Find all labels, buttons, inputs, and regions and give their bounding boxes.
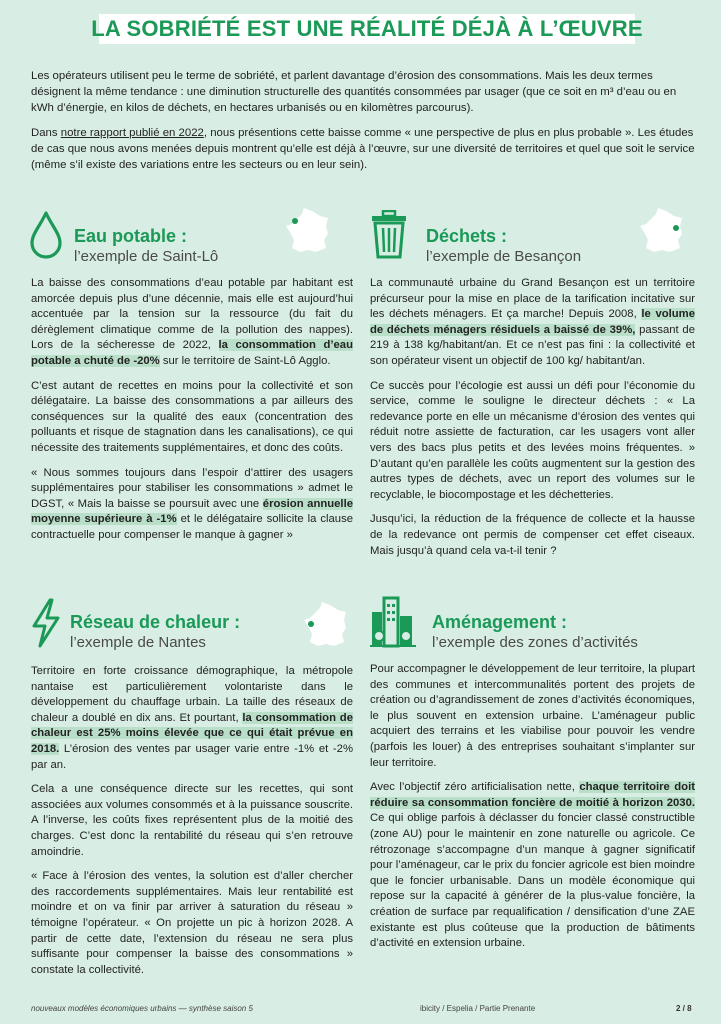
intro [31,68,695,182]
section-subtitle-chaleur: l’exemple de Nantes [70,634,206,651]
column-amenagement [370,662,695,961]
dechets-paragraph-3: Jusqu’ici, la réduction de la fréquence de collecte et la hausse de la redevance ont permis de compenser cet effet ciseaux. Mais jusqu’à quand cela va-t-il tenir ? [370,513,695,557]
eau-p1-text: La baisse des consommations d’eau potable par habitant est amorcée depuis plus d’une décennie, mais elle est aujourd’hui accentuée par la tension sur la ressource (du fait du dérèglement climatique comme de la pollution des nappes). Lors de la sécheresse de 2022, [31,277,353,352]
column-chaleur [31,664,353,987]
eau-p1-text-end: sur le territoire de Saint-Lô Agglo. [159,354,331,367]
section-title-eau: Eau potable : [74,226,188,246]
section-subtitle-amenagement: l’exemple des zones d’activités [432,634,638,651]
column-eau [31,276,353,553]
eau-paragraph-1 [31,276,353,370]
page-title: LA SOBRIÉTÉ EST UNE RÉALITÉ DÉJÀ À L’ŒUVRE [91,16,643,41]
intro-p2-text: Dans [31,127,61,139]
intro-paragraph-2 [31,125,695,173]
footer-authors: ibicity / Espelia / Partie Prenante [420,1004,536,1013]
section-subtitle-dechets: l’exemple de Besançon [426,248,582,265]
title-band [91,14,643,44]
eau-p3-text-end: et le délégataire sollicite la clause contractuelle pour compenser le manque à gagner » [31,513,353,541]
section-subtitle-eau: l’exemple de Saint-Lô [74,248,219,265]
chaleur-paragraph-2: Cela a une conséquence directe sur les recettes, qui sont associées aux volumes consommés et à la puissance souscrite. A l’inverse, les coûts fixes représentent plus de la moitié des charges. C’est donc la rentabilité du réseau qui s’en retrouve amoindrie. [31,783,353,858]
eau-highlight-1: la consommation d’eau potable a chuté de -20% [31,339,353,367]
chaleur-highlight-1: la consommation de chaleur est 25% moins élevée que ce qui était prévue en 2018. [31,711,353,755]
section-title-dechets: Déchets : [426,226,508,246]
trash-bin-icon [370,210,408,265]
eau-paragraph-3 [31,466,353,544]
section-title-chaleur: Réseau de chaleur : [70,612,241,632]
amenagement-paragraph-1: Pour accompagner le développement de leur territoire, la plupart des communes et intercommunalités portent des projets de création ou d’agrandissement de zones d’activités économiques, le plus souvent en extension urbaine. L’aménageur public acquiert des terrains et les viabilise pour pouvoir les vendre (parfois les louer) à des entreprises souhaitant s’implanter sur leur territoire. [370,663,695,769]
footer-series-title: nouveaux modèles économiques urbains — synthèse saison 5 [31,1004,253,1013]
lightning-icon [28,598,64,653]
water-drop-icon [28,210,64,265]
dechets-paragraph-1 [370,276,695,370]
chaleur-paragraph-3: « Face à l’érosion des ventes, la solution est d’aller chercher des raccordements supplémentaires. Mais leur rentabilité est moindre et on va finir par arriver à saturation du réseau » témoigne l’opérateur. « On projette un pic à horizon 2028. A partir de cette date, l’extension du réseau ne sera plus suffisante pour compenser la baisse des consommations » constate la collectivité. [31,870,353,976]
dechets-highlight-1: le volume de déchets ménagers résiduels a baissé de 39%, [370,308,695,336]
eau-p3-text: « Nous sommes toujours dans l’espoir d’attirer des usagers supplémentaires pour stabiliser les consommations » admet le DGST, « Mais la baisse se poursuit avec une [31,466,353,510]
dechets-paragraph-2: Ce succès pour l’écologie est aussi un défi pour l’économie du service, comme le souligne le directeur déchets : « La redevance porte en elle un mécanisme d’érosion des ventes qui réduit notre assiette de facturation, car les usagers vont aller vers des bacs plus petits et des levées moins fréquentes. » D’autant qu’en parallèle les coûts augmentent sur la gestion des autres types de déchets, avec un report des volumes sur le recyclable, le biocompostage et les déchetteries. [370,379,695,501]
france-map-icon [300,600,352,655]
dechets-p1-text-end: passant de 219 à 138 kg/habitant/an. Et ce n’est pas fini : la collectivité et son opérateur visent un objectif de 100 kg/ habitant/an. [370,323,695,367]
amenagement-paragraph-2 [370,780,695,952]
section-title-amenagement: Aménagement : [432,612,568,632]
amenagement-p2-text: Avec l’objectif zéro artificialisation nette, [370,781,580,794]
eau-highlight-2: érosion annuelle moyenne supérieure à -1% [31,497,353,526]
report-link[interactable]: notre rapport publié en 2022 [60,127,204,139]
amenagement-p2-text-end: Ce qui oblige parfois à déclasser du foncier classé constructible (zone AU) pour le maintenir en zone naturelle ou agricole. Ce rétrozonage s’accompagne d’un manque à gagner significatif pour l’aménageur, car le prix du foncier agricole est bien moindre que le foncier urbanisable. Dans un modèle économique qui repose sur la capacité à générer de la plus-value foncière, la création de surface par requalification / densification d’une ZAE existante est plus coûteuse que la production de bâtiments d’activité en extension urbaine. [370,812,695,950]
dechets-p1-text: La communauté urbaine du Grand Besançon est un territoire précurseur pour la mise en place de la tarification incitative sur les déchets ménagers. Et ça marche! Depuis 2008, [370,277,695,321]
chaleur-p1-text: Territoire en forte croissance démographique, la métropole nantaise est particulièrement volontariste dans le développement du chauffage urbain. La taille des réseaux de chaleur a doublé en dix ans. Et pourtant, [31,665,353,724]
column-dechets [370,276,695,568]
france-map-icon [636,206,688,261]
france-map-icon [282,206,334,261]
intro-p2-text-end: , nous présentions cette baisse comme « une perspective de plus en plus probable ». Les études de cas que nous avons menées depuis montrent qu’elle est déjà à l’œuvre, sur une diversité de territoires et quel que soit le service (même s’il existe des variations entre les secteurs ou en leur sein). [31,127,695,171]
chaleur-paragraph-1 [31,664,353,773]
page-number: 2 / 8 [676,1004,692,1013]
section-head-amenagement [370,596,695,656]
chaleur-p1-text-end: L’érosion des ventes par usager varie entre -1% et -2% par an. [31,742,353,771]
city-buildings-icon [370,596,416,653]
intro-paragraph-1: Les opérateurs utilisent peu le terme de sobriété, et parlent davantage d’érosion des consommations. Mais les deux termes désignent la même tendance : une diminution structurelle des quantités consommées par usager (que ce soit en m³ d’eau ou en kWh d’énergie, en kilos de déchets, en hectares urbanisés ou en kilomètres parcourus). [31,70,677,114]
eau-paragraph-2: C’est autant de recettes en moins pour la collectivité et son délégataire. La baisse des consommations a par ailleurs des conséquences sur la qualité des eaux (concentration des polluants et risque de stagnation dans les canalisations), ce qui nécessite des traitements supplémentaires, et donc des coûts. [31,379,353,454]
amenagement-highlight-1: chaque territoire doit réduire sa consommation foncière de moitié à horizon 2030. [370,781,695,809]
